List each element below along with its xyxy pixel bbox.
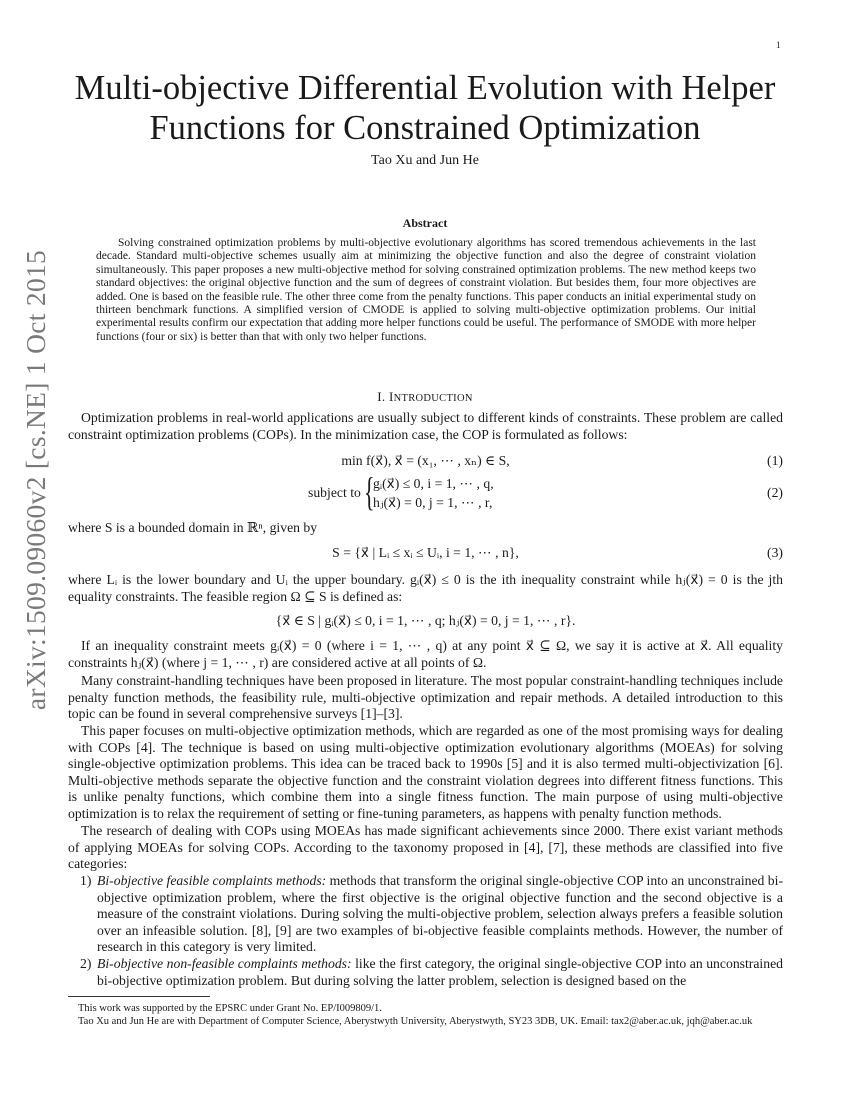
paragraph-5: Many constraint-handling techniques have been proposed in literature. The most popular constraint-handling techniques include penalty function methods, the feasibility rule, multi-objective optimization and repair methods. A detailed introduction to this topic can be found in several comprehensive surveys [1]–[3]. — [68, 673, 783, 722]
category-list — [68, 873, 783, 989]
equation-4-expression: {x⃗ ∈ S | gᵢ(x⃗) ≤ 0, i = 1, ⋯ , q; hⱼ(x⃗) = 0, j = 1, ⋯ , r}. — [275, 613, 576, 628]
footnote-affiliation — [68, 1016, 783, 1028]
list-item-term: Bi-objective feasible complaints methods: — [97, 873, 327, 888]
list-item-marker: 2) — [80, 955, 92, 971]
equation-1-expression: min f(x⃗), x⃗ = (x₁, ⋯ , xₙ) ∈ S, — [341, 453, 510, 468]
footnote-funding-text: This work was supported by the EPSRC under Grant No. EP/I009809/1. — [78, 1003, 382, 1014]
paragraph-2: where S is a bounded domain in ℝⁿ, given by — [68, 520, 318, 535]
section-numeral: I. I — [377, 389, 394, 404]
footnote-rule — [68, 996, 210, 997]
paper-authors: Tao Xu and Jun He — [371, 153, 479, 168]
footnote-affiliation-text: Tao Xu and Jun He are with Department of Computer Science, Aberystwyth University, Aberystwyth, SY23 3DB, UK. Email: tax2@aber.ac.uk, jqh@aber.ac.uk — [78, 1016, 753, 1027]
equation-2-number: (2) — [767, 485, 783, 500]
equation-1 — [68, 453, 783, 471]
paragraph-4: If an inequality constraint meets gᵢ(x⃗) = 0 (where i = 1, ⋯ , q) at any point x⃗ ⊆ Ω, we say it is active at x⃗. All equality constraints hⱼ(x⃗) (where j = 1, ⋯ , r) are considered active at all points of Ω. — [68, 638, 783, 670]
section-heading-rest: NTRODUCTION — [393, 393, 473, 404]
paragraph-7: The research of dealing with COPs using MOEAs has made significant achievements since 2000. There exist variant methods of applying MOEAs for solving COPs. According to the taxonomy proposed in [4], [7], these methods are classified into five categories: — [68, 823, 783, 872]
paragraph-6: This paper focuses on multi-objective optimization methods, which are regarded as one of the most promising ways for dealing with COPs [4]. The technique is based on using multi-objective optimization evolutionary algorithms (MOEAs) for solving single-objective optimization problems. This idea can be traced back to 1990s [5] and it is also termed multi-objectivization [6]. Multi-objective methods separate the objective function and the constraint violation degrees into different fitness functions. This is unlike penalty functions, which combine them into a single fitness function. The main purpose of using multi-objective optimization is to relax the requirement of setting or fine-tuning parameters, as happens with penalty function methods. — [68, 723, 783, 821]
paragraph-3: where Lᵢ is the lower boundary and Uᵢ the upper boundary. gᵢ(x⃗) ≤ 0 is the ith inequality constraint while hⱼ(x⃗) = 0 is the jth equality constraints. The feasible region Ω ⊆ S is defined as: — [68, 572, 783, 604]
equation-2-row-2: hⱼ(x⃗) = 0, j = 1, ⋯ , r, — [373, 495, 493, 510]
equation-3-expression: S = {x⃗ | Lᵢ ≤ xᵢ ≤ Uᵢ, i = 1, ⋯ , n}, — [332, 545, 519, 560]
equation-2-brace: { — [364, 469, 375, 514]
list-item-marker: 1) — [80, 873, 92, 888]
equation-2-lead: subject to — [308, 485, 361, 500]
list-item — [68, 956, 783, 989]
arxiv-identifier-text: arXiv:1509.09060v2 [cs.NE] 1 Oct 2015 — [20, 249, 51, 711]
equation-3-number: (3) — [767, 545, 783, 560]
equation-1-number: (1) — [767, 453, 783, 468]
abstract-heading: Abstract — [402, 216, 448, 230]
list-item — [68, 873, 783, 956]
page-number: 1 — [776, 40, 781, 50]
equation-2-row-1: gᵢ(x⃗) ≤ 0, i = 1, ⋯ , q, — [373, 476, 494, 491]
list-item-text: like the first category, the original single-objective COP into an unconstrained bi-objective optimization problem. But during solving the latter problem, selection is designed based on the — [97, 955, 783, 988]
list-item-text: methods that transform the original single-objective COP into an unconstrained bi-objective optimization problem, where the first objective is the original objective function and the second objective is a measure of the constraint violations. During solving the multi-objective problem, selection always prefers a feasible solution over an infeasible solution. [8], [9] are two examples of bi-objective feasible complaints methods. However, the number of research in this category is very limited. — [97, 873, 784, 955]
section-heading-introduction — [0, 389, 850, 405]
footnote-funding — [68, 1003, 783, 1015]
equation-2 — [68, 469, 783, 516]
paragraph-1: Optimization problems in real-world applications are usually subject to different kinds of constraints. These problem are called constraint optimization problems (COPs). In the minimization case, the COP is formulated as follows: — [68, 410, 783, 442]
equation-3 — [68, 545, 783, 563]
equation-4 — [68, 613, 783, 631]
paper-title: Multi-objective Differential Evolution with Helper Functions for Constrained Optimization — [74, 69, 776, 147]
list-item-term: Bi-objective non-feasible complaints methods: — [97, 955, 352, 971]
abstract-text: Solving constrained optimization problems by multi-objective evolutionary algorithms has scored tremendous achievements in the last decade. Standard multi-objective schemes usually aim at minimizing the objective function and also the degree of constraint violation simultaneously. This paper proposes a new multi-objective method for solving constrained optimization problems. The new method keeps two standard objectives: the original objective function and the sum of degrees of constraint violation. But besides them, four more objectives are added. One is based on the feasible rule. The other three come from the penalty functions. This paper conducts an initial experimental study on thirteen benchmark functions. A simplified version of CMODE is applied to solving multi-objective optimization problems. Our initial experimental results confirm our expectation that adding more helper functions could be useful. The performance of SMODE with more helper functions (four or six) is better than that with only two helper functions. — [96, 237, 756, 343]
